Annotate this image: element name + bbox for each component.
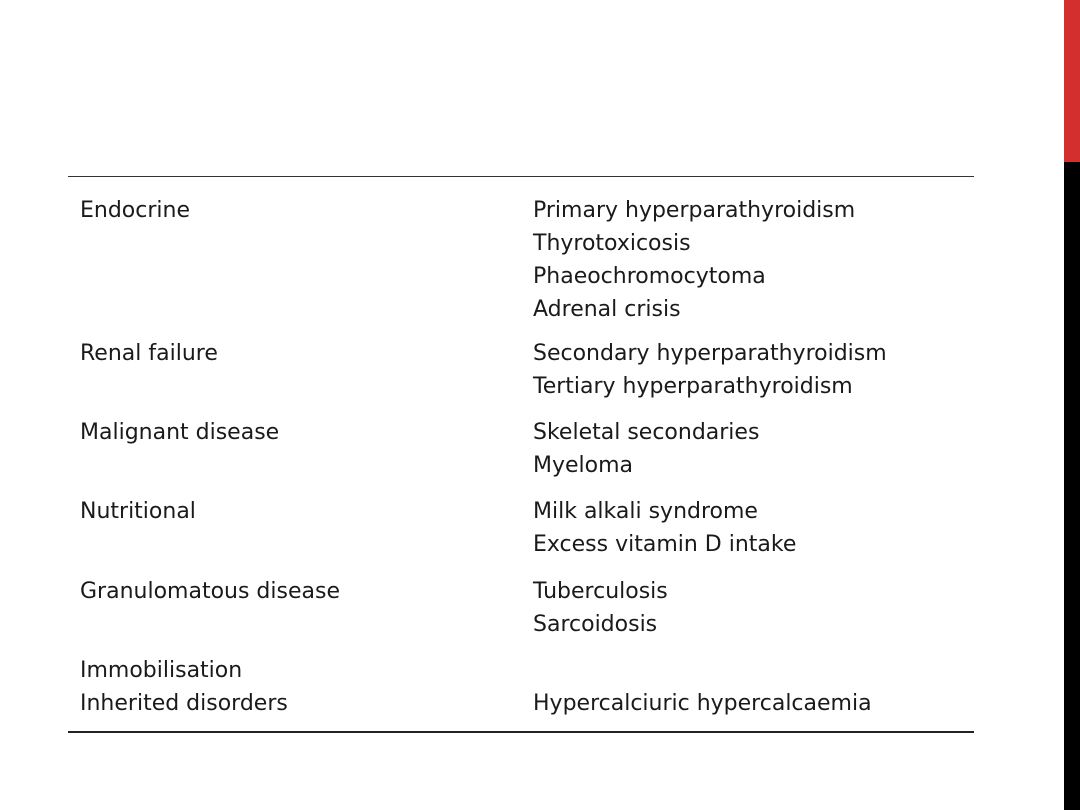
accent-bar-red [1064,0,1080,162]
condition-item: Myeloma [533,453,634,478]
category-label: Endocrine [80,198,190,223]
conditions-list [533,575,668,641]
conditions-list [533,416,759,482]
condition-item: Adrenal crisis [533,297,681,322]
condition-item: Thyrotoxicosis [533,231,691,256]
category-label: Nutritional [80,499,196,524]
condition-item: Phaeochromocytoma [533,264,766,289]
condition-item: Primary hyperparathyroidism [533,198,856,223]
category-label: Inherited disorders [80,691,288,716]
condition-item: Sarcoidosis [533,612,658,637]
conditions-list [533,337,887,403]
category-label: Malignant disease [80,420,280,445]
condition-item: Milk alkali syndrome [533,499,758,524]
causes-table [68,176,974,733]
category-label: Renal failure [80,341,218,366]
accent-bar-black [1064,162,1080,810]
conditions-list [533,495,796,561]
condition-item: Tuberculosis [533,579,668,604]
conditions-list [533,194,855,326]
condition-item: Skeletal secondaries [533,420,760,445]
condition-item: Tertiary hyperparathyroidism [533,374,853,399]
condition-item: Excess vitamin D intake [533,532,797,557]
condition-item: Secondary hyperparathyroidism [533,341,887,366]
category-label: Granulomatous disease [80,579,340,604]
conditions-list [533,687,872,720]
category-label: Immobilisation [80,658,243,683]
condition-item: Hypercalciuric hypercalcaemia [533,691,872,716]
